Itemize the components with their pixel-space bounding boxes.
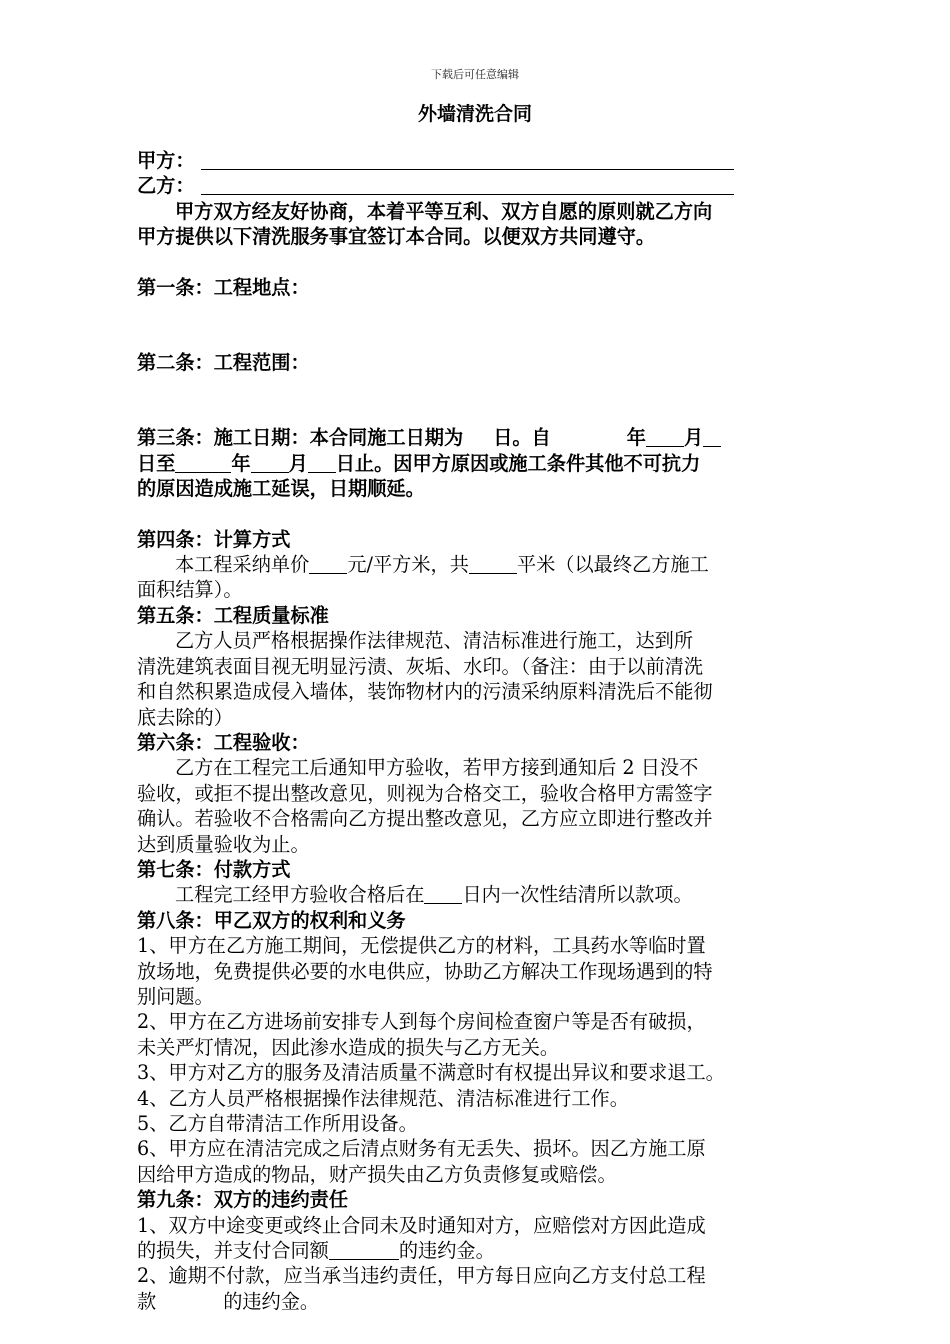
party-a-line — [137, 148, 817, 173]
article-9-line-3: 2、逾期不付款，应当承当违约责任，甲方每日应向乙方支付总工程 — [137, 1264, 706, 1288]
article-9-text: 的损失，并支付合同额 — [137, 1239, 329, 1263]
blank-unit-price — [309, 553, 347, 574]
article-8-line-6: 3、甲方对乙方的服务及清洁质量不满意时有权提出异议和要求退工。 — [137, 1061, 725, 1085]
spacer — [137, 250, 817, 275]
party-b-line — [137, 173, 817, 198]
article-9-line-2 — [137, 1238, 817, 1263]
article-3-line-2 — [137, 451, 817, 476]
article-8-line-1: 1、甲方在乙方施工期间，无偿提供乙方的材料，工具药水等临时置 — [137, 934, 706, 958]
article-9-text: 的违约金。 — [223, 1289, 320, 1313]
article-3-text: 年 — [626, 426, 646, 450]
article-8-line-9: 6、甲方应在清洁完成之后清点财务有无丢失、损坏。因乙方施工原 — [137, 1137, 706, 1161]
intro-line-2: 甲方提供以下清洗服务事宜签订本合同。以便双方共同遵守。 — [137, 225, 656, 249]
blank-days — [424, 883, 462, 904]
party-a-blank — [201, 149, 734, 170]
article-4-title: 第四条：计算方式 — [137, 527, 291, 551]
article-3-text: 月 — [683, 426, 704, 450]
article-4-line-1 — [137, 552, 817, 577]
blank-year — [175, 452, 231, 473]
blank-area — [469, 553, 517, 574]
article-2-title: 第二条：工程范围： — [137, 351, 310, 375]
article-8-line-8: 5、乙方自带清洁工作所用设备。 — [137, 1112, 418, 1135]
article-8-line-4: 2、甲方在乙方进场前安排专人到每个房间检查窗户等是否有破损， — [137, 1010, 706, 1034]
article-3-text: 日。自 — [493, 426, 551, 450]
article-8-line-5: 未关严灯情况，因此渗水造成的损失与乙方无关。 — [137, 1035, 560, 1059]
article-5-line-1: 乙方人员严格根据操作法律规范、清洁标准进行施工，达到所 — [175, 629, 694, 653]
intro-line-1: 甲方双方经友好协商，本着平等互利、双方自愿的原则就乙方向 — [175, 199, 713, 223]
article-5-line-2: 清洗建筑表面目视无明显污渍、灰垢、水印。（备注：由于以前清洗 — [137, 654, 704, 678]
article-8-line-3: 别问题。 — [137, 984, 214, 1008]
article-5-line-4: 底去除的） — [137, 705, 233, 729]
article-9-title: 第九条：双方的违约责任 — [137, 1188, 349, 1212]
article-6-line-3: 确认。若验收不合格需向乙方提出整改意见，乙方应立即进行整改并 — [137, 807, 713, 831]
article-9-text: 款 — [137, 1289, 157, 1313]
document-title: 外墙清洗合同 — [417, 103, 532, 125]
header-note: 下载后可任意编辑 — [431, 68, 519, 81]
article-1-title: 第一条：工程地点： — [137, 275, 310, 299]
spacer — [137, 300, 817, 325]
spacer — [137, 375, 817, 400]
article-8-line-10: 因给甲方造成的物品，财产损失由乙方负责修复或赔偿。 — [137, 1162, 617, 1186]
article-3-text: 年 — [231, 451, 251, 475]
article-4-text: 元/平方米，共 — [347, 553, 469, 577]
spacer — [137, 502, 817, 527]
article-9-text: 的违约金。 — [398, 1239, 495, 1263]
article-4-text: 平米（以最终乙方施工 — [516, 553, 709, 577]
article-3-line-3: 的原因造成施工延误，日期顺延。 — [137, 477, 425, 501]
article-3-text: 日至 — [137, 451, 176, 475]
party-a-label: 甲方： — [137, 149, 195, 172]
article-7-line-1 — [137, 882, 817, 907]
contract-body — [137, 148, 817, 1314]
article-7-text: 日内一次性结清所以款项。 — [462, 883, 693, 907]
article-5-title: 第五条：工程质量标准 — [137, 603, 329, 627]
article-7-text: 工程完工经甲方验收合格后在 — [175, 883, 425, 907]
article-8-line-2: 放场地，免费提供必要的水电供应，协助乙方解决工作现场遇到的特 — [137, 959, 713, 983]
article-7-title: 第七条：付款方式 — [137, 857, 291, 881]
blank-day — [308, 452, 336, 473]
article-5-line-3: 和自然积累造成侵入墙体，装饰物材内的污渍采纳原料清洗后不能彻 — [137, 680, 713, 704]
party-b-label: 乙方： — [137, 174, 195, 198]
blank-month — [646, 426, 684, 447]
article-6-line-1: 乙方在工程完工后通知甲方验收，若甲方接到通知后 2 日没不 — [175, 756, 699, 780]
spacer — [137, 400, 817, 425]
article-3-line-1 — [137, 425, 817, 450]
article-4-text: 本工程采纳单价 — [175, 553, 310, 577]
article-6-title: 第六条：工程验收： — [137, 730, 310, 754]
article-8-title: 第八条：甲乙双方的权利和义务 — [137, 908, 406, 932]
blank-day — [703, 426, 721, 447]
blank-penalty-amount — [329, 1239, 399, 1260]
article-6-line-2: 验收，或拒不提出整改意见，则视为合格交工，验收合格甲方需签字 — [137, 781, 713, 805]
spacer — [137, 325, 817, 350]
article-6-line-4: 达到质量验收为止。 — [137, 832, 310, 856]
article-9-line-4 — [137, 1289, 817, 1314]
article-8-line-7: 4、乙方人员严格根据操作法律规范、清洁标准进行工作。 — [137, 1086, 629, 1110]
article-9-line-1: 1、双方中途变更或终止合同未及时通知对方，应赔偿对方因此造成 — [137, 1213, 706, 1237]
party-b-blank — [201, 174, 734, 195]
article-3-text: 日止。因甲方原因或施工条件其他不可抗力 — [335, 451, 701, 475]
article-4-line-2: 面积结算）。 — [137, 578, 243, 602]
article-3-text: 月 — [288, 451, 308, 475]
article-3-title: 第三条：施工日期：本合同施工日期为 — [137, 426, 464, 450]
blank-month — [251, 452, 289, 473]
